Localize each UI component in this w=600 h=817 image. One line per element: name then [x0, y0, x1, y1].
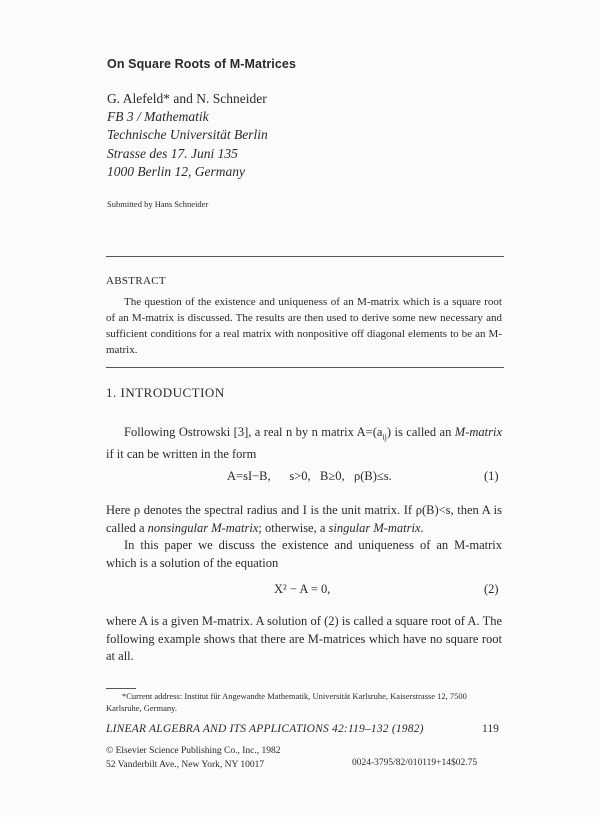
page-number: 119 [482, 723, 499, 735]
footnote-rule [106, 688, 136, 689]
intro-paragraph-4 [106, 613, 502, 666]
divider-top [106, 256, 504, 257]
divider-bottom [106, 367, 504, 368]
para3-text: In this paper we discuss the existence and uniqueness of an M-matrix which is a solution of the equation [106, 538, 502, 570]
journal-citation: LINEAR ALGEBRA AND ITS APPLICATIONS 42:119–132 (1982) [106, 723, 424, 735]
para2-term-2: singular M-matrix [328, 520, 421, 535]
para1-text-c: if it can be written in the form [106, 447, 257, 461]
author-city: 1000 Berlin 12, Germany [107, 163, 245, 179]
para1-text-a: Following Ostrowski [3], a real n by n matrix A=(a [124, 425, 383, 439]
publisher-block [106, 744, 281, 772]
paper-title: On Square Roots of M-Matrices [107, 57, 297, 71]
equation-1: A=sI−B, s>0, B≥0, ρ(B)≤s. [227, 469, 392, 483]
article-code: 0024-3795/82/010119+14$02.75 [352, 758, 478, 768]
author-street: Strasse des 17. Juni 135 [107, 145, 238, 161]
para4-text: where A is a given M-matrix. A solution of (2) is called a square root of A. The following example shows that there are M-matrices which have no square root at all. [106, 614, 502, 663]
abstract-paragraph: The question of the existence and uniqueness of an M-matrix which is a square root of an M-matrix is discussed. The results are then used to derive some new necessary and sufficient conditions for a real matrix with nonpositive off diagonal elements to be an M-matrix. [106, 296, 502, 356]
para2-term-1: nonsingular M-matrix [147, 520, 259, 535]
para2-text-a: Here ρ denotes the spectral radius and I is the unit matrix. If ρ(B)<s, then A is called a [106, 503, 502, 535]
equation-2-number: (2) [484, 582, 499, 596]
intro-paragraph-1 [106, 424, 502, 464]
publisher-address: 52 Vanderbilt Ave., New York, NY 10017 [106, 760, 265, 770]
para2-text-b: ; otherwise, a [258, 520, 329, 535]
intro-paragraph-2 [106, 502, 502, 572]
equation-2: X² − A = 0, [274, 582, 331, 596]
submitted-by: Submitted by Hans Schneider [107, 199, 209, 209]
author-university: Technische Universität Berlin [107, 127, 268, 143]
section-heading: 1. INTRODUCTION [106, 385, 225, 400]
abstract-text [106, 294, 502, 358]
footnote-text: *Current address: Institut für Angewandte Mathematik, Universität Karlsruhe, Kaiserstrasse 12, 7500 Karlsruhe, Germany. [106, 691, 467, 713]
equation-1-number: (1) [484, 469, 499, 483]
para1-text-b: ) is called an [386, 425, 455, 439]
abstract-heading: ABSTRACT [106, 275, 166, 287]
publisher-copyright: © Elsevier Science Publishing Co., Inc., 1982 [106, 746, 281, 756]
footnote [106, 690, 504, 714]
author-names: G. Alefeld* and N. Schneider [107, 91, 267, 106]
para1-term: M-matrix [454, 425, 502, 439]
para1-subscript: ij [382, 432, 387, 442]
author-department: FB 3 / Mathematik [107, 109, 209, 125]
author-block [107, 90, 268, 181]
para2-text-c: . [420, 520, 424, 535]
